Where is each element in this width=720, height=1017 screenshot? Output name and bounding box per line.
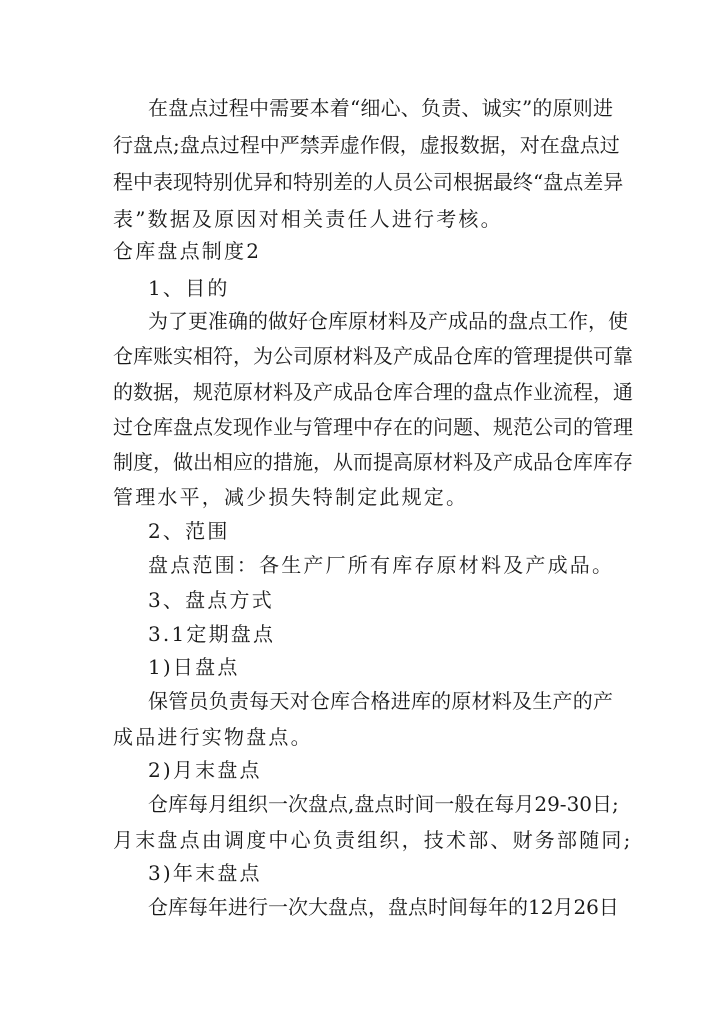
paragraph-line: 管理水平，减少损失特制定此规定。 — [113, 485, 469, 509]
paragraph-line: 过仓库盘点发现作业与管理中存在的问题、规范公司的管理 — [113, 415, 633, 439]
heading: 2)月末盘点 — [148, 758, 262, 782]
heading: 3.1定期盘点 — [148, 622, 276, 646]
heading: 3、盘点方式 — [148, 588, 274, 612]
heading: 2、范围 — [148, 519, 230, 543]
heading: 1)日盘点 — [148, 655, 240, 679]
paragraph-line: 仓库每月组织一次盘点,盘点时间一般在每月29-30日; — [148, 792, 619, 816]
paragraph-line: 制度，做出相应的措施，从而提高原材料及产成品仓库库存 — [113, 450, 633, 474]
paragraph-line: 成品进行实物盘点。 — [113, 725, 313, 749]
paragraph-line: 月末盘点由调度中心负责组织，技术部、财务部随同; — [113, 828, 633, 852]
paragraph-line: 程中表现特别优异和特别差的人员公司根据最终“盘点差异 — [113, 170, 624, 194]
paragraph-line: 为了更准确的做好仓库原材料及产成品的盘点工作，使 — [148, 309, 628, 333]
paragraph-line: 的数据，规范原材料及产成品仓库合理的盘点作业流程，通 — [113, 380, 633, 404]
heading: 3)年末盘点 — [148, 861, 262, 885]
heading: 1、目的 — [148, 276, 230, 300]
paragraph-line: 盘点范围：各生产厂所有库存原材料及产成品。 — [148, 553, 615, 577]
section-title: 仓库盘点制度2 — [113, 239, 262, 263]
paragraph-line: 仓库账实相符，为公司原材料及产成品仓库的管理提供可靠 — [113, 344, 633, 368]
paragraph-line: 在盘点过程中需要本着“细心、负责、诚实”的原则进 — [148, 96, 613, 120]
paragraph-line: 表”数据及原因对相关责任人进行考核。 — [113, 207, 503, 231]
paragraph-line: 行盘点;盘点过程中严禁弄虚作假，虚报数据，对在盘点过 — [113, 133, 620, 157]
paragraph-line: 仓库每年进行一次大盘点，盘点时间每年的12月26日 — [148, 895, 619, 919]
paragraph-line: 保管员负责每天对仓库合格进库的原材料及生产的产 — [148, 689, 613, 713]
